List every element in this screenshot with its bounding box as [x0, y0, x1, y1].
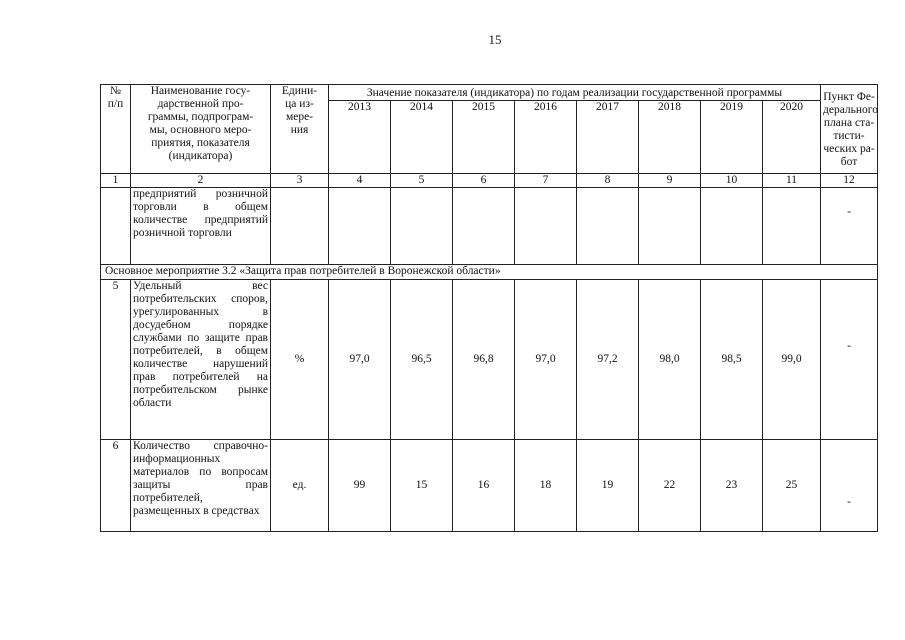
row-num: 6	[101, 440, 131, 532]
header-name: Наименование госу- дарственной про- граммы, подпрограм- мы, основного меро- приятия, показателя (индикатора)	[131, 85, 271, 174]
row-value	[391, 188, 453, 265]
col-number: 12	[821, 174, 878, 188]
section-title: Основное мероприятие 3.2 «Защита прав потребителей в Воронежской области»	[101, 265, 878, 280]
year-2019: 2019	[701, 101, 763, 174]
row-value	[763, 188, 821, 265]
table-row	[101, 440, 878, 532]
row-value: 96,8	[453, 280, 515, 440]
col-number: 11	[763, 174, 821, 188]
row-num: 5	[101, 280, 131, 440]
page-number: 15	[488, 32, 502, 47]
indicator-table	[100, 84, 878, 532]
row-value: 97,2	[577, 280, 639, 440]
year-2017: 2017	[577, 101, 639, 174]
row-value	[329, 188, 391, 265]
row-value: 18	[515, 440, 577, 532]
col-number: 7	[515, 174, 577, 188]
row-value: 97,0	[515, 280, 577, 440]
row-value	[453, 188, 515, 265]
section-row	[101, 265, 878, 280]
row-value: 22	[639, 440, 701, 532]
col-number: 9	[639, 174, 701, 188]
col-number: 1	[101, 174, 131, 188]
row-value	[515, 188, 577, 265]
year-2016: 2016	[515, 101, 577, 174]
col-number: 3	[271, 174, 329, 188]
row-fed: -	[821, 440, 878, 532]
row-value: 23	[701, 440, 763, 532]
header-fed-plan: Пункт Фе- дерального плана ста- тисти- ческих ра- бот	[821, 85, 878, 174]
col-number: 5	[391, 174, 453, 188]
row-value: 25	[763, 440, 821, 532]
row-value: 15	[391, 440, 453, 532]
row-fed: -	[821, 188, 878, 265]
year-2015: 2015	[453, 101, 515, 174]
row-unit: ед.	[271, 440, 329, 532]
row-value	[639, 188, 701, 265]
col-number: 2	[131, 174, 271, 188]
row-fed: -	[821, 280, 878, 440]
row-name: Количество справочно-информационных материалов по вопросам защиты прав потребителей, размещенных в средствах	[131, 440, 271, 532]
row-num	[101, 188, 131, 265]
row-value: 99	[329, 440, 391, 532]
header-values-title: Значение показателя (индикатора) по годам реализации государственной программы	[329, 85, 821, 101]
col-number: 10	[701, 174, 763, 188]
row-value	[701, 188, 763, 265]
header-num: № п/п	[101, 85, 131, 174]
header-row-1	[101, 85, 878, 101]
row-name: предприятий розничной торговли в общем количестве предприятий розничной торговли	[131, 188, 271, 265]
col-number: 8	[577, 174, 639, 188]
row-value: 96,5	[391, 280, 453, 440]
table-row	[101, 188, 878, 265]
col-number: 6	[453, 174, 515, 188]
row-value: 98,5	[701, 280, 763, 440]
column-numbers-row	[101, 174, 878, 188]
row-unit: %	[271, 280, 329, 440]
header-unit: Едини- ца из- мере- ния	[271, 85, 329, 174]
row-name: Удельный вес потребительских споров, урегулированных в досудебном порядке службами по защите прав потребителей, в общем количестве нарушений прав потребителей на потребительском рынке области	[131, 280, 271, 440]
year-2018: 2018	[639, 101, 701, 174]
row-value: 19	[577, 440, 639, 532]
row-value	[577, 188, 639, 265]
row-value: 99,0	[763, 280, 821, 440]
year-2013: 2013	[329, 101, 391, 174]
row-value: 16	[453, 440, 515, 532]
table-row	[101, 280, 878, 440]
col-number: 4	[329, 174, 391, 188]
year-2014: 2014	[391, 101, 453, 174]
row-value: 97,0	[329, 280, 391, 440]
row-value: 98,0	[639, 280, 701, 440]
row-unit	[271, 188, 329, 265]
year-2020: 2020	[763, 101, 821, 174]
